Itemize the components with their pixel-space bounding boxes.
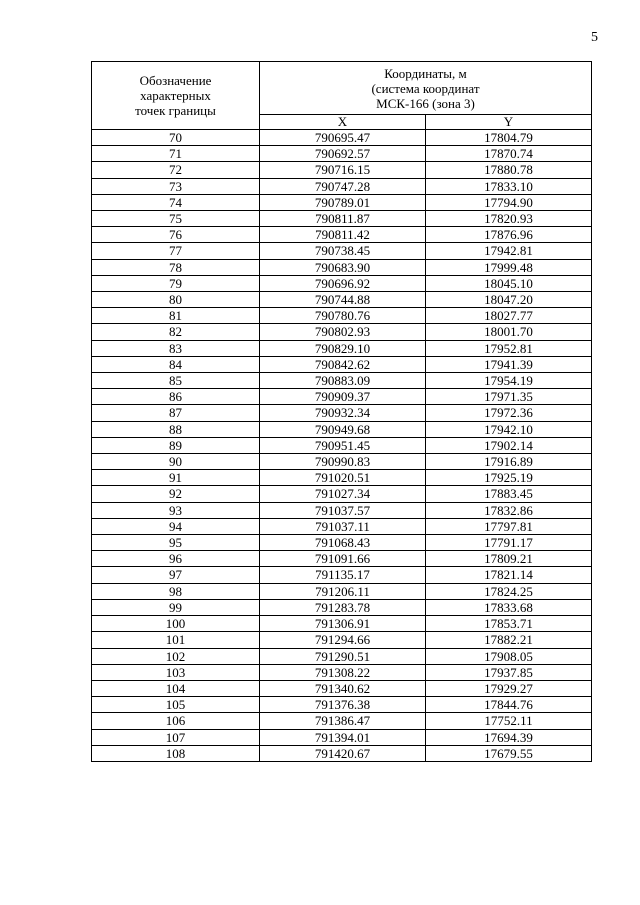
- x-coordinate-cell: 791020.51: [260, 470, 426, 486]
- point-number-cell: 91: [92, 470, 260, 486]
- x-coordinate-cell: 791386.47: [260, 713, 426, 729]
- point-number-cell: 81: [92, 308, 260, 324]
- point-number-cell: 79: [92, 275, 260, 291]
- table-row: [92, 340, 592, 356]
- x-coordinate-cell: 790909.37: [260, 389, 426, 405]
- y-coordinate-cell: 17937.85: [426, 664, 592, 680]
- x-coordinate-cell: 790829.10: [260, 340, 426, 356]
- point-number-cell: 85: [92, 373, 260, 389]
- x-coordinate-cell: 790949.68: [260, 421, 426, 437]
- x-coordinate-cell: 791206.11: [260, 583, 426, 599]
- y-column-header: Y: [426, 115, 592, 130]
- table-row: [92, 729, 592, 745]
- point-number-cell: 80: [92, 292, 260, 308]
- x-coordinate-cell: 790932.34: [260, 405, 426, 421]
- point-number-cell: 95: [92, 535, 260, 551]
- point-number-cell: 93: [92, 502, 260, 518]
- table-row: [92, 437, 592, 453]
- table-row: [92, 146, 592, 162]
- x-coordinate-cell: 791394.01: [260, 729, 426, 745]
- x-coordinate-cell: 790716.15: [260, 162, 426, 178]
- table-row: [92, 275, 592, 291]
- table-row: [92, 632, 592, 648]
- x-coordinate-cell: 790695.47: [260, 130, 426, 146]
- table-row: [92, 324, 592, 340]
- y-coordinate-cell: 17876.96: [426, 227, 592, 243]
- point-number-cell: 73: [92, 178, 260, 194]
- table-row: [92, 567, 592, 583]
- point-designation-header: [92, 62, 260, 130]
- x-coordinate-cell: 791091.66: [260, 551, 426, 567]
- y-coordinate-cell: 17694.39: [426, 729, 592, 745]
- point-number-cell: 71: [92, 146, 260, 162]
- y-coordinate-cell: 17929.27: [426, 680, 592, 696]
- y-coordinate-cell: 17833.68: [426, 599, 592, 615]
- x-coordinate-cell: 791027.34: [260, 486, 426, 502]
- table-row: [92, 518, 592, 534]
- y-coordinate-cell: 17880.78: [426, 162, 592, 178]
- y-coordinate-cell: 17952.81: [426, 340, 592, 356]
- table-row: [92, 421, 592, 437]
- table-row: [92, 745, 592, 761]
- point-number-cell: 82: [92, 324, 260, 340]
- table-row: [92, 243, 592, 259]
- table-row: [92, 389, 592, 405]
- y-coordinate-cell: 17916.89: [426, 454, 592, 470]
- y-coordinate-cell: 17908.05: [426, 648, 592, 664]
- point-number-cell: 92: [92, 486, 260, 502]
- page-number: 5: [591, 30, 598, 45]
- x-column-header: X: [260, 115, 426, 130]
- x-coordinate-cell: 791135.17: [260, 567, 426, 583]
- coord-header-line: Координаты, м: [384, 65, 467, 81]
- x-coordinate-cell: 790683.90: [260, 259, 426, 275]
- table-row: [92, 599, 592, 615]
- table-row: [92, 292, 592, 308]
- x-coordinate-cell: 790883.09: [260, 373, 426, 389]
- point-number-cell: 89: [92, 437, 260, 453]
- y-coordinate-cell: 17942.81: [426, 243, 592, 259]
- y-coordinate-cell: 17791.17: [426, 535, 592, 551]
- y-coordinate-cell: 17804.79: [426, 130, 592, 146]
- table-row: [92, 211, 592, 227]
- point-header-line: точек границы: [135, 103, 216, 118]
- x-coordinate-cell: 791376.38: [260, 697, 426, 713]
- x-coordinate-cell: 790747.28: [260, 178, 426, 194]
- point-number-cell: 94: [92, 518, 260, 534]
- point-number-cell: 101: [92, 632, 260, 648]
- table-row: [92, 162, 592, 178]
- x-coordinate-cell: 790990.83: [260, 454, 426, 470]
- x-coordinate-cell: 790811.42: [260, 227, 426, 243]
- x-coordinate-cell: 791068.43: [260, 535, 426, 551]
- y-coordinate-cell: 17820.93: [426, 211, 592, 227]
- point-number-cell: 84: [92, 356, 260, 372]
- x-coordinate-cell: 791340.62: [260, 680, 426, 696]
- y-coordinate-cell: 18001.70: [426, 324, 592, 340]
- table-row: [92, 194, 592, 210]
- table-row: [92, 130, 592, 146]
- x-coordinate-cell: 791290.51: [260, 648, 426, 664]
- table-row: [92, 664, 592, 680]
- table-row: [92, 697, 592, 713]
- x-coordinate-cell: 790692.57: [260, 146, 426, 162]
- y-coordinate-cell: 17821.14: [426, 567, 592, 583]
- point-number-cell: 97: [92, 567, 260, 583]
- table-row: [92, 680, 592, 696]
- point-number-cell: 78: [92, 259, 260, 275]
- y-coordinate-cell: 17824.25: [426, 583, 592, 599]
- y-coordinate-cell: 17794.90: [426, 194, 592, 210]
- point-number-cell: 100: [92, 616, 260, 632]
- point-number-cell: 107: [92, 729, 260, 745]
- point-number-cell: 103: [92, 664, 260, 680]
- x-coordinate-cell: 790696.92: [260, 275, 426, 291]
- y-coordinate-cell: 17832.86: [426, 502, 592, 518]
- y-coordinate-cell: 17925.19: [426, 470, 592, 486]
- table-row: [92, 551, 592, 567]
- point-number-cell: 86: [92, 389, 260, 405]
- table-row: [92, 227, 592, 243]
- table-row: [92, 583, 592, 599]
- point-number-cell: 75: [92, 211, 260, 227]
- point-number-cell: 77: [92, 243, 260, 259]
- y-coordinate-cell: 17999.48: [426, 259, 592, 275]
- x-coordinate-cell: 790738.45: [260, 243, 426, 259]
- y-coordinate-cell: 17870.74: [426, 146, 592, 162]
- x-coordinate-cell: 790744.88: [260, 292, 426, 308]
- point-number-cell: 104: [92, 680, 260, 696]
- x-coordinate-cell: 790780.76: [260, 308, 426, 324]
- table-row: [92, 648, 592, 664]
- y-coordinate-cell: 17752.11: [426, 713, 592, 729]
- table-row: [92, 356, 592, 372]
- x-coordinate-cell: 791294.66: [260, 632, 426, 648]
- x-coordinate-cell: 791420.67: [260, 745, 426, 761]
- point-number-cell: 74: [92, 194, 260, 210]
- x-coordinate-cell: 790802.93: [260, 324, 426, 340]
- table-row: [92, 616, 592, 632]
- point-number-cell: 98: [92, 583, 260, 599]
- y-coordinate-cell: 17971.35: [426, 389, 592, 405]
- y-coordinate-cell: 17942.10: [426, 421, 592, 437]
- table-row: [92, 178, 592, 194]
- point-number-cell: 76: [92, 227, 260, 243]
- point-header-line: Обозначение: [139, 73, 212, 88]
- x-coordinate-cell: 790811.87: [260, 211, 426, 227]
- table-row: [92, 502, 592, 518]
- x-coordinate-cell: 790951.45: [260, 437, 426, 453]
- y-coordinate-cell: 18047.20: [426, 292, 592, 308]
- y-coordinate-cell: 17972.36: [426, 405, 592, 421]
- table-row: [92, 308, 592, 324]
- table-row: [92, 454, 592, 470]
- y-coordinate-cell: 17797.81: [426, 518, 592, 534]
- point-number-cell: 105: [92, 697, 260, 713]
- table-row: [92, 713, 592, 729]
- x-coordinate-cell: 791037.57: [260, 502, 426, 518]
- point-number-cell: 88: [92, 421, 260, 437]
- coordinates-table: [91, 61, 592, 762]
- y-coordinate-cell: 17809.21: [426, 551, 592, 567]
- y-coordinate-cell: 18045.10: [426, 275, 592, 291]
- table-row: [92, 535, 592, 551]
- y-coordinate-cell: 17679.55: [426, 745, 592, 761]
- x-coordinate-cell: 791308.22: [260, 664, 426, 680]
- point-number-cell: 108: [92, 745, 260, 761]
- x-coordinate-cell: 791037.11: [260, 518, 426, 534]
- y-coordinate-cell: 18027.77: [426, 308, 592, 324]
- y-coordinate-cell: 17902.14: [426, 437, 592, 453]
- point-number-cell: 90: [92, 454, 260, 470]
- x-coordinate-cell: 790789.01: [260, 194, 426, 210]
- point-number-cell: 96: [92, 551, 260, 567]
- coordinates-header: [260, 62, 592, 115]
- y-coordinate-cell: 17844.76: [426, 697, 592, 713]
- y-coordinate-cell: 17954.19: [426, 373, 592, 389]
- point-number-cell: 72: [92, 162, 260, 178]
- y-coordinate-cell: 17941.39: [426, 356, 592, 372]
- coord-header-line: МСК-166 (зона 3): [376, 95, 475, 111]
- point-number-cell: 102: [92, 648, 260, 664]
- point-number-cell: 70: [92, 130, 260, 146]
- x-coordinate-cell: 791283.78: [260, 599, 426, 615]
- table-row: [92, 373, 592, 389]
- y-coordinate-cell: 17853.71: [426, 616, 592, 632]
- x-coordinate-cell: 790842.62: [260, 356, 426, 372]
- table-row: [92, 486, 592, 502]
- point-header-line: характерных: [140, 88, 211, 103]
- coord-header-line: (система координат: [371, 80, 480, 96]
- table-row: [92, 470, 592, 486]
- x-coordinate-cell: 791306.91: [260, 616, 426, 632]
- y-coordinate-cell: 17883.45: [426, 486, 592, 502]
- point-number-cell: 106: [92, 713, 260, 729]
- point-number-cell: 83: [92, 340, 260, 356]
- table-row: [92, 405, 592, 421]
- table-row: [92, 259, 592, 275]
- point-number-cell: 87: [92, 405, 260, 421]
- coordinates-rows: [92, 130, 592, 762]
- point-number-cell: 99: [92, 599, 260, 615]
- y-coordinate-cell: 17833.10: [426, 178, 592, 194]
- y-coordinate-cell: 17882.21: [426, 632, 592, 648]
